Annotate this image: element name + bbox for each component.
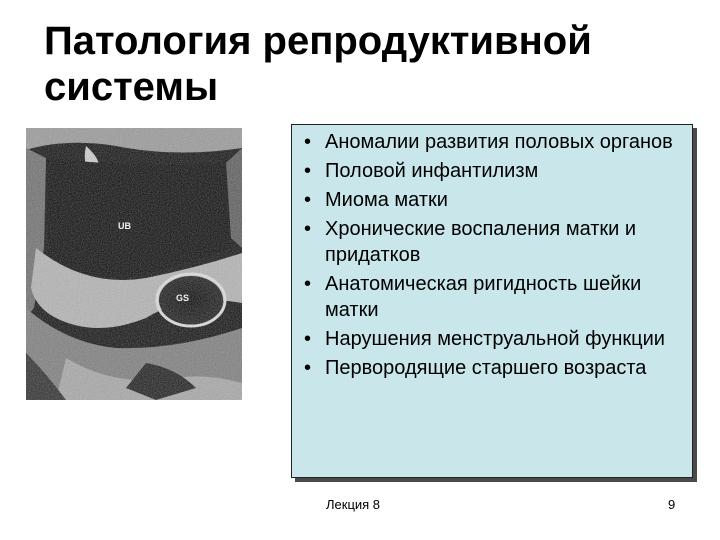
bullet-item — [300, 355, 684, 381]
ultrasound-scan-graphic — [26, 128, 242, 400]
bullet-text: Хронические воспаления матки и придатков — [325, 218, 637, 266]
bullet-marker: • — [304, 357, 312, 379]
bullet-list — [300, 129, 684, 384]
bullet-item — [300, 187, 684, 213]
bullet-item — [300, 216, 684, 268]
bullet-text: Половой инфантилизм — [325, 160, 539, 182]
bullet-item — [300, 129, 684, 155]
bullet-marker: • — [304, 328, 312, 350]
ultrasound-label-gs: GS — [176, 293, 190, 303]
bullet-marker: • — [304, 189, 312, 211]
ultrasound-label-ub: UB — [118, 221, 131, 231]
footer-lecture-label: Лекция 8 — [326, 497, 381, 512]
bullet-text: Аномалии развития половых органов — [325, 131, 673, 153]
bullet-item — [300, 158, 684, 184]
bullet-item — [300, 271, 684, 323]
bullet-marker: • — [304, 273, 312, 295]
bullet-marker: • — [304, 160, 312, 182]
bullet-text: Нарушения менструальной функции — [325, 328, 665, 350]
bullet-box — [291, 124, 693, 478]
bullet-text: Миома матки — [325, 189, 448, 211]
bullet-text: Первородящие старшего возраста — [325, 357, 647, 379]
bullet-marker: • — [304, 131, 312, 153]
bullet-text: Анатомическая ригидность шейки матки — [325, 273, 642, 321]
ultrasound-image — [26, 128, 242, 400]
bullet-item — [300, 326, 684, 352]
footer-page-number: 9 — [668, 497, 676, 512]
bullet-marker: • — [304, 218, 312, 240]
slide-title: Патология репродуктивной системы — [44, 19, 592, 109]
